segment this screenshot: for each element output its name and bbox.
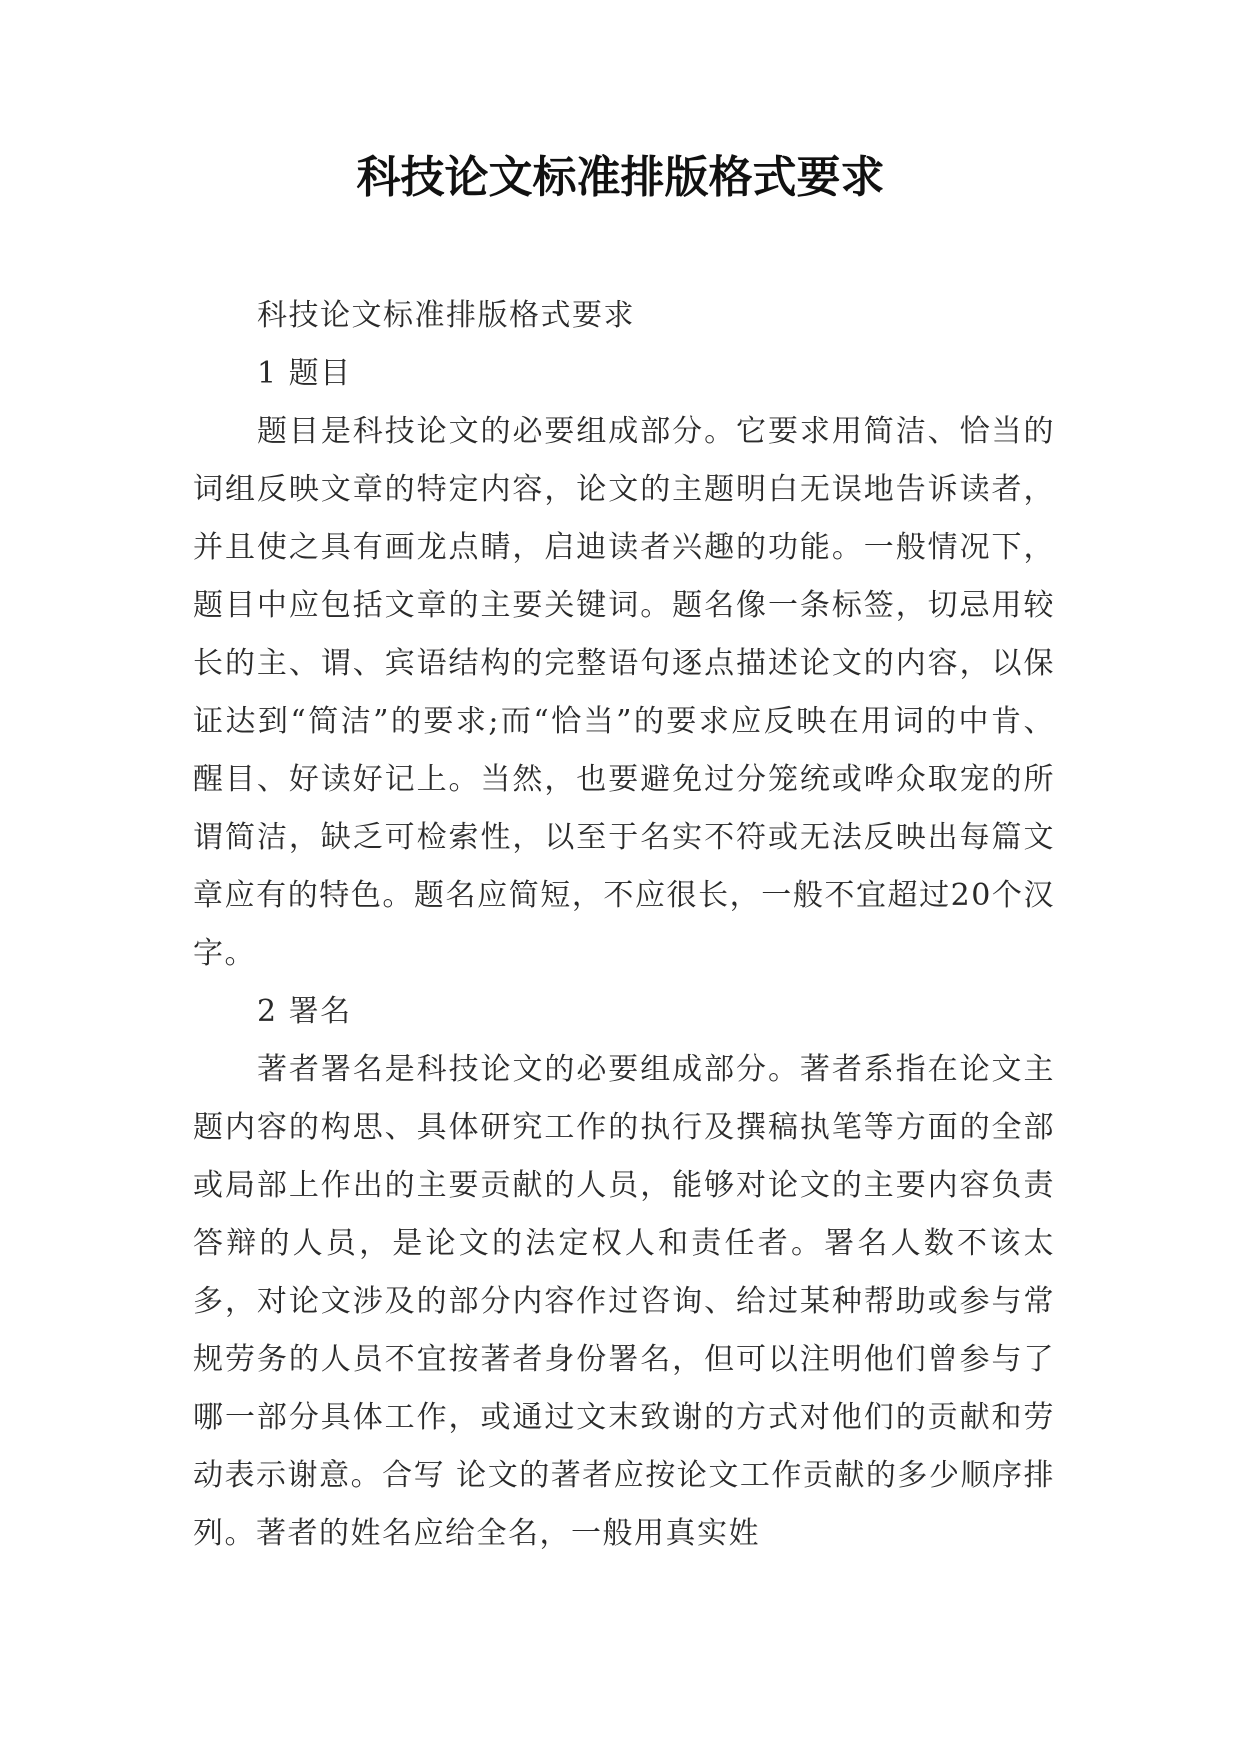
subtitle-paragraph: 科技论文标准排版格式要求 <box>257 298 635 333</box>
section-heading-authorship: 2 署名 <box>257 994 352 1029</box>
document-title: 科技论文标准排版格式要求 <box>356 152 885 203</box>
section-paragraph-title: 题目是科技论文的必要组成部分。它要求用简洁、恰当的词组反映文章的特定内容，论文的主题明白无误地告诉读者，并且使之具有画龙点睛，启迪读者兴趣的功能。一般情况下，题目中应包括文章的主要关键词。题名像一条标签，切忌用较长的主、谓、宾语结构的完整语句逐点描述论文的内容，以保证达到“简洁”的要求;而“恰当”的要求应反映在用词的中肯、醒目、好读好记上。当然，也要避免过分笼统或哗众取宠的所谓简洁，缺乏可检索性，以至于名实不符或无法反映出每篇文章应有的特色。题名应简短，不应很长，一般不宜超过20个汉字。 <box>193 414 1055 971</box>
section-paragraph-authorship: 著者署名是科技论文的必要组成部分。著者系指在论文主题内容的构思、具体研究工作的执行及撰稿执笔等方面的全部或局部上作出的主要贡献的人员，能够对论文的主要内容负责答辩的人员，是论文的法定权人和责任者。署名人数不该太多，对论文涉及的部分内容作过咨询、给过某种帮助或参与常规劳务的人员不宜按著者身份署名，但可以注明他们曾参与了哪一部分具体工作，或通过文末致谢的方式对他们的贡献和劳动表示谢意。合写 论文的著者应按论文工作贡献的多少顺序排列。著者的姓名应给全名，一般用真实姓 <box>193 1052 1055 1551</box>
document-body <box>193 287 1055 1563</box>
section-heading-title: 1 题目 <box>257 356 352 391</box>
